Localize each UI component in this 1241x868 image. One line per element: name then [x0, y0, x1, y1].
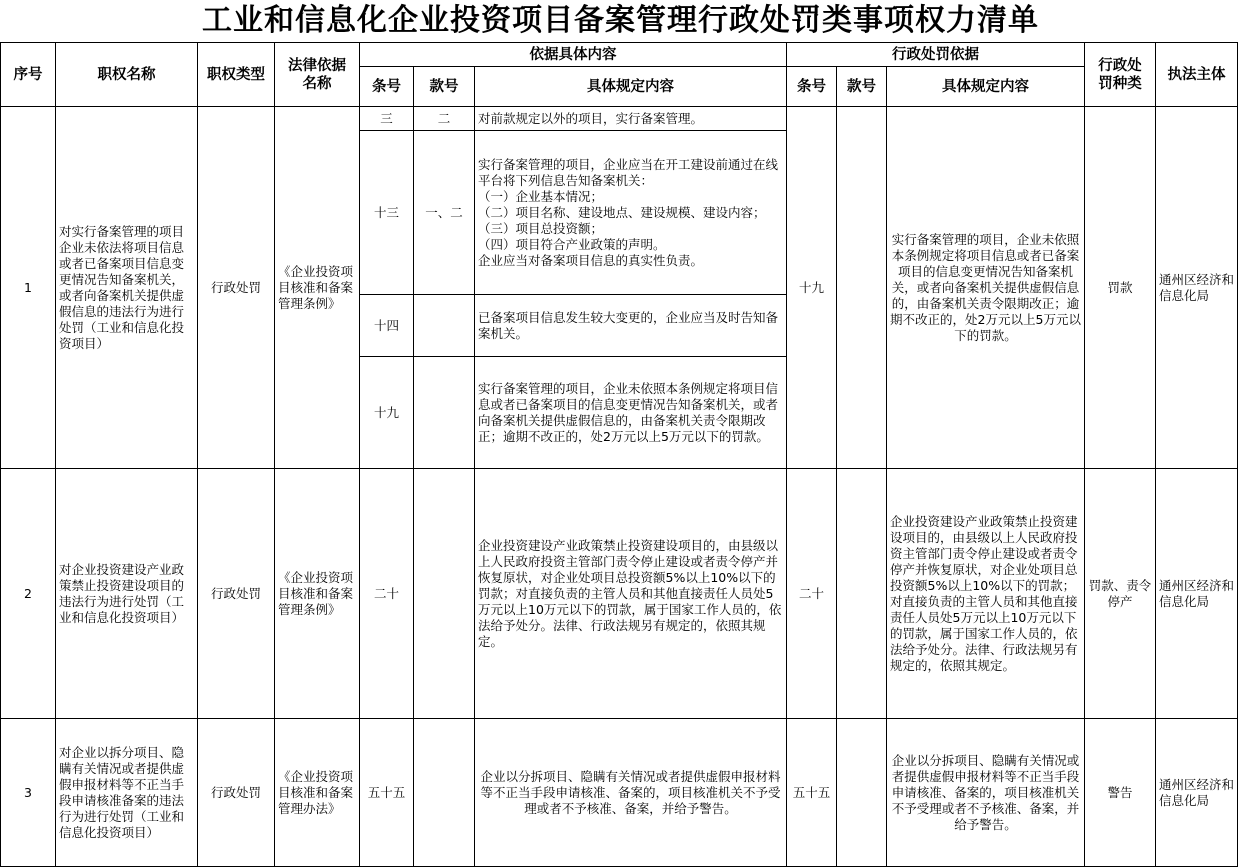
name-cell: 对企业以拆分项目、隐瞒有关情况或者提供虚假申报材料等不正当手段申请核准备案的违法行为进行处罚（工业和信息化投资项目）	[56, 719, 198, 867]
clause-cell	[414, 469, 475, 719]
header-type: 职权类型	[198, 43, 275, 107]
law-cell: 《企业投资项目核准和备案管理办法》	[275, 719, 360, 867]
header-seq: 序号	[1, 43, 56, 107]
p-clause-cell	[837, 719, 887, 867]
clause-cell: 二	[414, 107, 475, 131]
content-cell: 企业投资建设产业政策禁止投资建设项目的，由县级以上人民政府投资主管部门责令停止建设或者责令停产并恢复原状，对企业处项目总投资额5%以上10%以下的罚款；对直接负责的主管人员和其他直接责任人员处5万元以上10万元以下的罚款，属于国家工作人员的，依法给予处分。法律、行政法规另有规定的，依照其规定。	[475, 469, 787, 719]
clause-cell	[414, 357, 475, 469]
article-cell: 五十五	[360, 719, 414, 867]
p-content-cell: 企业以分拆项目、隐瞒有关情况或者提供虚假申报材料等不正当手段申请核准、备案的，项目核准机关不予受理或者不予核准、备案，并给予警告。	[887, 719, 1085, 867]
content-cell: 实行备案管理的项目，企业应当在开工建设前通过在线平台将下列信息告知备案机关： （一）企业基本情况； （二）项目名称、建设地点、建设规模、建设内容； （三）项目总投资额； （四）项目符合产业政策的声明。 企业应当对备案项目信息的真实性负责。	[475, 131, 787, 295]
clause-cell	[414, 295, 475, 357]
enforcer-cell: 通州区经济和信息化局	[1156, 719, 1238, 867]
header-penalty-group: 行政处罚依据	[787, 43, 1085, 67]
p-article-cell: 二十	[787, 469, 837, 719]
law-cell: 《企业投资项目核准和备案管理条例》	[275, 469, 360, 719]
type-cell: 行政处罚	[198, 719, 275, 867]
table-row	[1, 719, 1238, 867]
table-row	[1, 107, 1238, 131]
p-clause-cell	[837, 469, 887, 719]
name-cell: 对企业投资建设产业政策禁止投资建设项目的违法行为进行处罚（工业和信息化投资项目）	[56, 469, 198, 719]
header-row-1	[1, 43, 1238, 67]
enforcer-cell: 通州区经济和信息化局	[1156, 107, 1238, 469]
content-cell: 已备案项目信息发生较大变更的，企业应当及时告知备案机关。	[475, 295, 787, 357]
p-content-cell: 企业投资建设产业政策禁止投资建设项目的，由县级以上人民政府投资主管部门责令停止建设或者责令停产并恢复原状，对企业处项目总投资额5%以上10%以下的罚款；对直接负责的主管人员和其他直接责任人员处5万元以上10万元以下的罚款，属于国家工作人员的，依法给予处分。法律、行政法规另有规定的，依照其规定。	[887, 469, 1085, 719]
header-penalty-kind: 行政处 罚种类	[1085, 43, 1156, 107]
p-clause-cell	[837, 107, 887, 469]
enforcer-cell: 通州区经济和信息化局	[1156, 469, 1238, 719]
p-article-cell: 五十五	[787, 719, 837, 867]
law-cell: 《企业投资项目核准和备案管理条例》	[275, 107, 360, 469]
name-cell: 对实行备案管理的项目企业未依法将项目信息或者已备案项目信息变更情况告知备案机关，或者向备案机关提供虚假信息的违法行为进行处罚（工业和信息化投资项目）	[56, 107, 198, 469]
header-p-clause: 款号	[837, 67, 887, 107]
header-law: 法律依据 名称	[275, 43, 360, 107]
article-cell: 二十	[360, 469, 414, 719]
page-title: 工业和信息化企业投资项目备案管理行政处罚类事项权力清单	[202, 3, 1039, 38]
penalty-kind-cell: 罚款	[1085, 107, 1156, 469]
header-content: 具体规定内容	[475, 67, 787, 107]
table-row	[1, 469, 1238, 719]
header-basis-group: 依据具体内容	[360, 43, 787, 67]
article-cell: 十三	[360, 131, 414, 295]
header-p-article: 条号	[787, 67, 837, 107]
p-content-cell: 实行备案管理的项目，企业未依照本条例规定将项目信息或者已备案项目的信息变更情况告知备案机关，或者向备案机关提供虚假信息的，由备案机关责令限期改正；逾期不改正的，处2万元以上5万元以下的罚款。	[887, 107, 1085, 469]
article-cell: 十四	[360, 295, 414, 357]
article-cell: 十九	[360, 357, 414, 469]
type-cell: 行政处罚	[198, 107, 275, 469]
article-cell: 三	[360, 107, 414, 131]
p-article-cell: 十九	[787, 107, 837, 469]
clause-cell: 一、二	[414, 131, 475, 295]
header-name: 职权名称	[56, 43, 198, 107]
clause-cell	[414, 719, 475, 867]
header-p-content: 具体规定内容	[887, 67, 1085, 107]
seq-cell: 1	[1, 107, 56, 469]
penalty-kind-cell: 罚款、责令停产	[1085, 469, 1156, 719]
power-list-table	[0, 42, 1238, 867]
header-clause: 款号	[414, 67, 475, 107]
content-cell: 对前款规定以外的项目，实行备案管理。	[475, 107, 787, 131]
content-cell: 实行备案管理的项目，企业未依照本条例规定将项目信息或者已备案项目的信息变更情况告知备案机关，或者向备案机关提供虚假信息的，由备案机关责令限期改正；逾期不改正的，处2万元以上5万元以下的罚款。	[475, 357, 787, 469]
content-cell: 企业以分拆项目、隐瞒有关情况或者提供虚假申报材料等不正当手段申请核准、备案的，项目核准机关不予受理或者不予核准、备案，并给予警告。	[475, 719, 787, 867]
type-cell: 行政处罚	[198, 469, 275, 719]
penalty-kind-cell: 警告	[1085, 719, 1156, 867]
header-article: 条号	[360, 67, 414, 107]
seq-cell: 2	[1, 469, 56, 719]
seq-cell: 3	[1, 719, 56, 867]
header-enforcer: 执法主体	[1156, 43, 1238, 107]
